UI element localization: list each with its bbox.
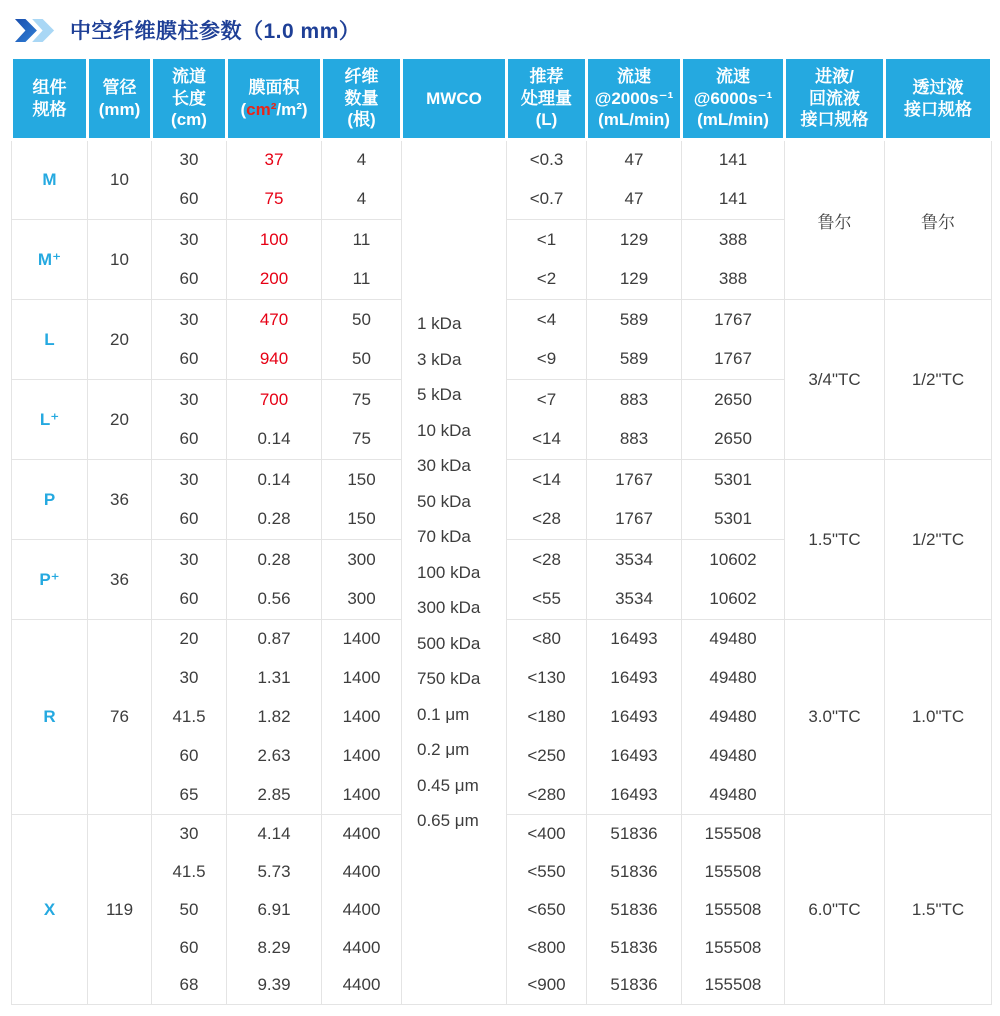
cell-throughput: <550 [507,853,587,891]
cell-membrane-area: 37 [227,140,322,180]
cell-fiber-count: 4 [322,180,402,220]
cell-fiber-count: 150 [322,500,402,540]
cell-spec: P⁺ [12,540,88,620]
double-chevron-icon [14,18,56,43]
cell-mwco-list [402,140,507,1005]
header-line: 流道 [172,66,206,86]
cell-channel-length: 30 [152,140,227,180]
cell-channel-length: 30 [152,815,227,853]
mwco-value: 50 kDa [417,491,471,511]
mwco-value: 0.45 μm [417,775,479,795]
cell-flow-6000: 49480 [682,698,785,737]
cell-diameter: 20 [88,300,152,380]
cell-channel-length: 41.5 [152,698,227,737]
cell-fiber-count: 4 [322,140,402,180]
cell-fiber-count: 1400 [322,659,402,698]
cell-flow-2000: 3534 [587,540,682,580]
cell-channel-length: 30 [152,380,227,420]
cell-throughput: <2 [507,260,587,300]
cell-flow-6000: 2650 [682,420,785,460]
table-row [12,140,992,180]
cell-fiber-count: 300 [322,540,402,580]
cell-flow-6000: 155508 [682,929,785,967]
header-line: MWCO [426,88,482,108]
cell-spec: L [12,300,88,380]
cell-fiber-count: 4400 [322,929,402,967]
cell-throughput: <14 [507,460,587,500]
cell-membrane-area: 1.31 [227,659,322,698]
cell-flow-2000: 16493 [587,737,682,776]
header-line: 流速 [617,66,651,86]
header-line: 进液/ [815,66,854,86]
cell-permeate-port: 1.5"TC [885,815,992,1005]
cell-permeate-port: 1.0"TC [885,620,992,815]
cell-membrane-area: 1.82 [227,698,322,737]
header-membrane-area [227,58,322,140]
header-line: (mL/min) [697,110,769,130]
header-line: (mL/min) [598,110,670,130]
cell-channel-length: 60 [152,580,227,620]
cell-membrane-area: 700 [227,380,322,420]
cell-inlet-port: 6.0"TC [785,815,885,1005]
header-row [12,58,992,140]
cell-spec: M [12,140,88,220]
cell-diameter: 36 [88,460,152,540]
cell-membrane-area: 2.85 [227,776,322,815]
cell-throughput: <250 [507,737,587,776]
header-diameter [88,58,152,140]
cell-fiber-count: 75 [322,420,402,460]
header-line: 透过液 [912,77,964,97]
header-unit-line [229,99,319,121]
cell-flow-2000: 47 [587,180,682,220]
header-permeate-port [885,58,992,140]
table-header [12,58,992,140]
cell-membrane-area: 6.91 [227,891,322,929]
header-inlet-port [785,58,885,140]
header-channel-length [152,58,227,140]
cell-flow-2000: 1767 [587,460,682,500]
header-spec [12,58,88,140]
unit-part: ( [240,99,247,119]
cell-fiber-count: 1400 [322,698,402,737]
cell-membrane-area: 200 [227,260,322,300]
cell-fiber-count: 300 [322,580,402,620]
cell-flow-6000: 1767 [682,340,785,380]
cell-flow-2000: 51836 [587,891,682,929]
mwco-value: 500 kDa [417,633,481,653]
cell-membrane-area: 0.28 [227,540,322,580]
page-title: 中空纤维膜柱参数（1.0 mm） [70,20,361,43]
cell-flow-2000: 51836 [587,967,682,1005]
header-line: 长度 [172,88,206,108]
cell-channel-length: 30 [152,220,227,260]
cell-channel-length: 30 [152,540,227,580]
cell-flow-2000: 883 [587,380,682,420]
header-line: 流速 [716,66,750,86]
cell-diameter: 10 [88,140,152,220]
cell-channel-length: 60 [152,260,227,300]
cell-flow-2000: 16493 [587,659,682,698]
cell-channel-length: 41.5 [152,853,227,891]
cell-flow-2000: 129 [587,220,682,260]
header-line: 管径 [102,77,137,97]
cell-channel-length: 60 [152,929,227,967]
cell-flow-2000: 16493 [587,620,682,659]
cell-permeate-port: 1/2"TC [885,460,992,620]
cell-throughput: <0.3 [507,140,587,180]
cell-flow-6000: 10602 [682,540,785,580]
cell-fiber-count: 150 [322,460,402,500]
header-line: 数量 [344,88,379,108]
mwco-value: 3 kDa [417,349,462,369]
cell-fiber-count: 50 [322,300,402,340]
header-flow-6000 [682,58,785,140]
cell-throughput: <14 [507,420,587,460]
cell-flow-6000: 49480 [682,737,785,776]
cell-throughput: <130 [507,659,587,698]
cell-throughput: <180 [507,698,587,737]
cell-channel-length: 50 [152,891,227,929]
cell-inlet-port: 鲁尔 [785,140,885,300]
cell-fiber-count: 50 [322,340,402,380]
cell-membrane-area: 940 [227,340,322,380]
cell-throughput: <280 [507,776,587,815]
mwco-value: 0.1 μm [417,704,470,724]
cell-channel-length: 65 [152,776,227,815]
cell-flow-6000: 49480 [682,659,785,698]
cell-fiber-count: 75 [322,380,402,420]
cell-flow-2000: 51836 [587,929,682,967]
cell-inlet-port: 3.0"TC [785,620,885,815]
cell-inlet-port: 3/4"TC [785,300,885,460]
cell-channel-length: 30 [152,659,227,698]
membrane-column-parameters-table [10,56,993,1005]
cell-flow-6000: 5301 [682,460,785,500]
header-line: 规格 [32,99,67,119]
header-line: @6000s⁻¹ [693,88,773,108]
cell-membrane-area: 4.14 [227,815,322,853]
mwco-value: 100 kDa [417,562,481,582]
cell-throughput: <4 [507,300,587,340]
cell-flow-2000: 1767 [587,500,682,540]
header-line: 接口规格 [904,99,972,119]
cell-flow-6000: 155508 [682,967,785,1005]
header-line: (mm) [98,99,141,119]
cell-throughput: <0.7 [507,180,587,220]
mwco-value: 10 kDa [417,420,471,440]
mwco-value: 0.65 μm [417,811,479,831]
header-line: 推荐 [529,66,564,86]
header-line: 处理量 [521,88,572,108]
cell-membrane-area: 2.63 [227,737,322,776]
cell-flow-6000: 141 [682,180,785,220]
cell-membrane-area: 75 [227,180,322,220]
cell-throughput: <650 [507,891,587,929]
cell-membrane-area: 8.29 [227,929,322,967]
cell-spec: P [12,460,88,540]
mwco-value: 0.2 μm [417,740,470,760]
cell-fiber-count: 4400 [322,853,402,891]
cell-throughput: <9 [507,340,587,380]
cell-channel-length: 30 [152,300,227,340]
cell-flow-2000: 47 [587,140,682,180]
header-line: 回流液 [809,88,860,108]
header-line: (L) [535,110,558,130]
cell-fiber-count: 4400 [322,815,402,853]
cell-membrane-area: 0.87 [227,620,322,659]
header-fiber-count [322,58,402,140]
cell-permeate-port: 1/2"TC [885,300,992,460]
cell-fiber-count: 11 [322,220,402,260]
cell-membrane-area: 0.14 [227,420,322,460]
cell-fiber-count: 1400 [322,776,402,815]
cell-fiber-count: 1400 [322,737,402,776]
header-line: 接口规格 [800,110,869,130]
cell-throughput: <28 [507,500,587,540]
title-bar [0,0,1000,56]
cell-flow-2000: 129 [587,260,682,300]
cell-flow-6000: 1767 [682,300,785,340]
cell-diameter: 119 [88,815,152,1005]
cell-channel-length: 60 [152,340,227,380]
cell-channel-length: 20 [152,620,227,659]
cell-spec: X [12,815,88,1005]
cell-flow-2000: 3534 [587,580,682,620]
cell-spec: R [12,620,88,815]
cell-fiber-count: 11 [322,260,402,300]
cell-throughput: <900 [507,967,587,1005]
cell-flow-6000: 49480 [682,620,785,659]
cell-flow-2000: 883 [587,420,682,460]
cell-channel-length: 30 [152,460,227,500]
cell-diameter: 20 [88,380,152,460]
cell-inlet-port: 1.5"TC [785,460,885,620]
cell-flow-6000: 49480 [682,776,785,815]
mwco-value: 30 kDa [417,456,471,476]
cell-throughput: <400 [507,815,587,853]
cell-membrane-area: 5.73 [227,853,322,891]
cell-diameter: 10 [88,220,152,300]
mwco-value: 1 kDa [417,314,462,334]
cell-throughput: <800 [507,929,587,967]
cell-channel-length: 60 [152,737,227,776]
cell-membrane-area: 0.28 [227,500,322,540]
cell-flow-2000: 16493 [587,698,682,737]
cell-fiber-count: 1400 [322,620,402,659]
cell-channel-length: 68 [152,967,227,1005]
mwco-value: 300 kDa [417,598,481,618]
cell-channel-length: 60 [152,500,227,540]
header-line: 组件 [32,77,67,97]
unit-red-part: cm² [246,99,277,119]
cell-membrane-area: 470 [227,300,322,340]
mwco-value: 750 kDa [417,669,481,689]
cell-channel-length: 60 [152,180,227,220]
header-throughput [507,58,587,140]
cell-throughput: <1 [507,220,587,260]
header-flow-2000 [587,58,682,140]
cell-flow-6000: 10602 [682,580,785,620]
cell-flow-6000: 155508 [682,815,785,853]
cell-fiber-count: 4400 [322,967,402,1005]
cell-flow-2000: 51836 [587,853,682,891]
cell-flow-2000: 589 [587,300,682,340]
cell-membrane-area: 100 [227,220,322,260]
cell-flow-6000: 5301 [682,500,785,540]
cell-flow-6000: 141 [682,140,785,180]
cell-diameter: 76 [88,620,152,815]
cell-permeate-port: 鲁尔 [885,140,992,300]
header-line: (根) [347,110,376,130]
cell-membrane-area: 0.56 [227,580,322,620]
cell-membrane-area: 9.39 [227,967,322,1005]
cell-channel-length: 60 [152,420,227,460]
mwco-value: 70 kDa [417,527,471,547]
cell-spec: L⁺ [12,380,88,460]
cell-flow-2000: 51836 [587,815,682,853]
cell-flow-6000: 388 [682,260,785,300]
header-line: 膜面积 [248,77,300,97]
header-line: (cm) [171,110,207,130]
header-line: 纤维 [344,66,379,86]
cell-flow-6000: 2650 [682,380,785,420]
cell-throughput: <7 [507,380,587,420]
cell-throughput: <80 [507,620,587,659]
cell-flow-6000: 155508 [682,891,785,929]
cell-throughput: <28 [507,540,587,580]
cell-spec: M⁺ [12,220,88,300]
cell-flow-2000: 589 [587,340,682,380]
cell-fiber-count: 4400 [322,891,402,929]
header-line: @2000s⁻¹ [594,88,674,108]
cell-throughput: <55 [507,580,587,620]
cell-membrane-area: 0.14 [227,460,322,500]
header-mwco [402,58,507,140]
cell-flow-6000: 155508 [682,853,785,891]
mwco-value: 5 kDa [417,385,462,405]
table-body [12,140,992,1005]
cell-flow-2000: 16493 [587,776,682,815]
cell-diameter: 36 [88,540,152,620]
unit-part: /m²) [276,99,308,119]
cell-flow-6000: 388 [682,220,785,260]
